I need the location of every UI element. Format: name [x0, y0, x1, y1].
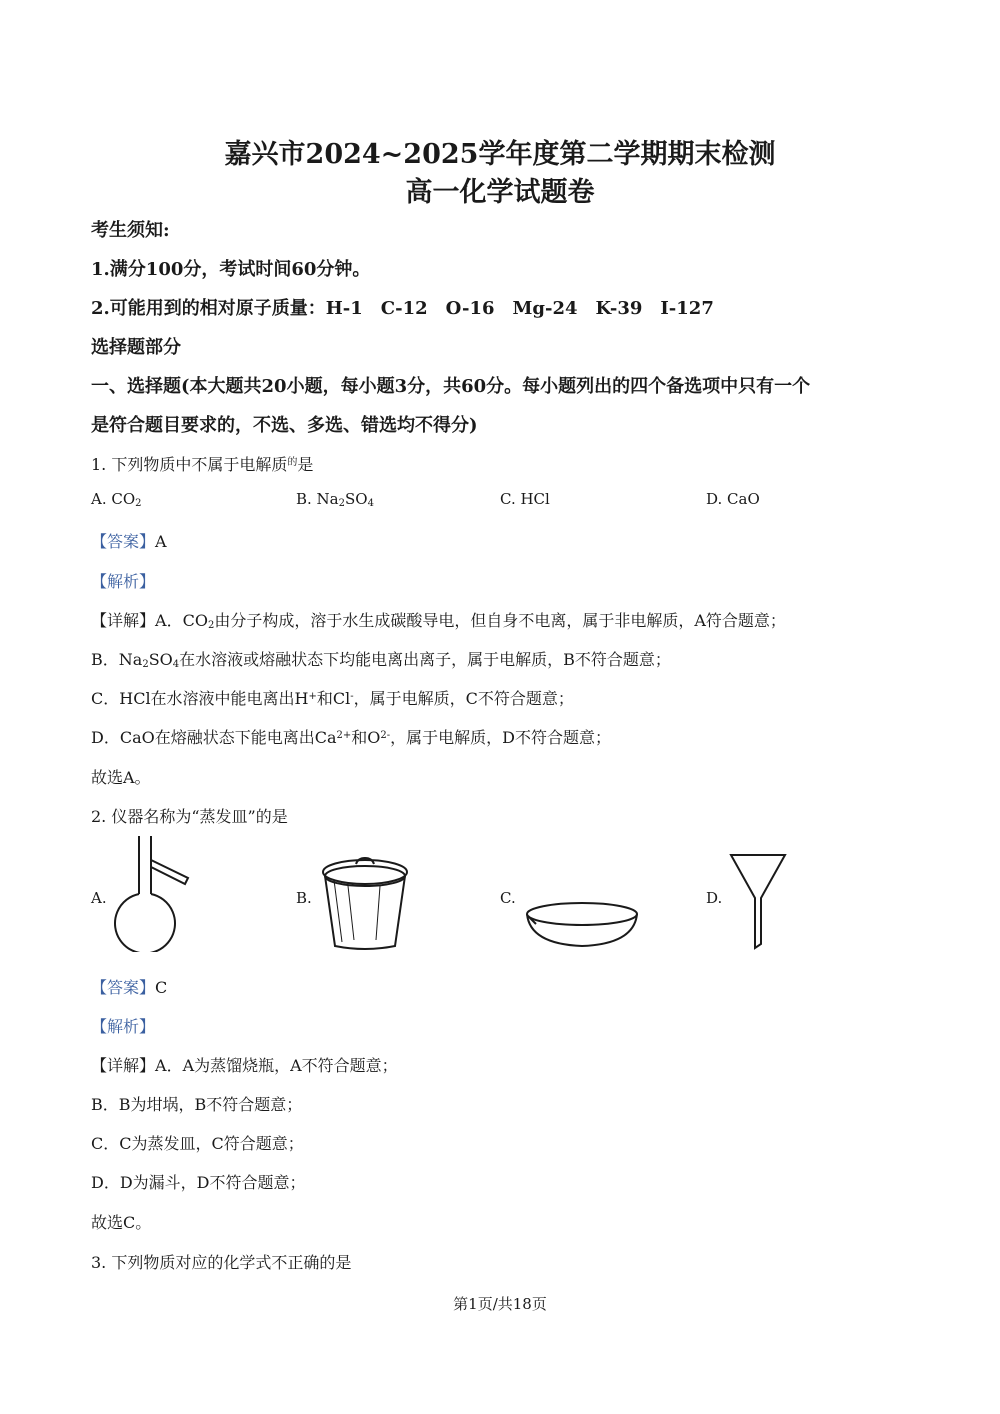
q1-stem-end: 是	[297, 455, 314, 474]
q2-analysis-label: 【解析】	[91, 1017, 156, 1036]
q1-detail-a: 【详解】A．$CO_2$由分子构成，溶于水生成碳酸导电，但自身不电离，属于非电解质，A符合题意；	[91, 611, 786, 631]
q2-detail-c: C．C为蒸发皿，C符合题意；	[91, 1134, 304, 1153]
q1-detail-d: D．CaO在熔融状态下能电离出$Ca^{2+}$和$O^{2-}$，属于电解质，D不符合题意；	[91, 728, 611, 747]
q1-option-c: C. HCl	[500, 490, 550, 508]
notice-item-1: 1.满分100分，考试时间60分钟。	[91, 259, 371, 280]
section-part-label: 选择题部分	[91, 337, 181, 358]
notice-heading: 考生须知:	[91, 220, 170, 241]
q1-option-b: B. $Na_2SO_4$	[296, 490, 374, 509]
q3-stem: 3. 下列物质对应的化学式不正确的是	[91, 1253, 352, 1272]
answer-value: A	[155, 532, 167, 551]
q2-detail-b: B．B为坩埚，B不符合题意；	[91, 1095, 303, 1114]
q2-option-c-label: C.	[500, 889, 516, 907]
notice-item-2: 2.可能用到的相对原子质量：H-1 C-12 O-16 Mg-24 K-39 I-127	[91, 298, 714, 319]
q2-detail-d: D．D为漏斗，D不符合题意；	[91, 1173, 306, 1192]
exam-subtitle: 高一化学试题卷	[405, 177, 595, 208]
funnel-icon	[728, 852, 788, 950]
q2-detail-a: 【详解】A．A为蒸馏烧瓶，A不符合题意；	[91, 1056, 398, 1075]
q1-detail-b: B．$Na_2SO_4$在水溶液或熔融状态下均能电离出离子，属于电解质，B不符合题意；	[91, 650, 671, 670]
q2-answer	[91, 975, 167, 998]
distillation-flask-icon	[112, 834, 194, 952]
answer-label: 【答案】	[91, 978, 156, 997]
q2-stem: 2. 仪器名称为“蒸发皿”的是	[91, 807, 288, 826]
section-instructions-line1: 一、选择题(本大题共20小题，每小题3分，共60分。每小题列出的四个备选项中只有一个	[91, 376, 811, 397]
q1-analysis-label: 【解析】	[91, 572, 156, 591]
q2-option-a-label: A.	[91, 889, 107, 907]
q2-conclusion: 故选C。	[91, 1213, 152, 1232]
page-number: 第1页/共18页	[453, 1295, 547, 1313]
q2-option-d-label: D.	[706, 889, 723, 907]
answer-value: C	[155, 978, 168, 997]
q1-option-d: D. CaO	[706, 490, 760, 508]
section-instructions-line2: 是符合题目要求的，不选、多选、错选均不得分)	[91, 415, 478, 436]
q1-stem-text: 1. 下列物质中不属于电解质	[91, 455, 288, 474]
q2-option-b-label: B.	[296, 889, 312, 907]
q1-detail-c: C．HCl在水溶液中能电离出H+和Cl-，属于电解质，C不符合题意；	[91, 689, 574, 708]
q1-answer	[91, 529, 167, 552]
q1-conclusion: 故选A。	[91, 768, 151, 787]
q1-stem	[91, 452, 313, 475]
q1-option-a: A. $CO_2$	[91, 490, 142, 509]
crucible-icon	[320, 856, 410, 952]
answer-label: 【答案】	[91, 532, 156, 551]
q1-stem-sup: 的	[287, 457, 298, 468]
evaporating-dish-icon	[524, 900, 640, 950]
exam-title: 嘉兴市2024~2025学年度第二学期期末检测	[224, 139, 776, 170]
